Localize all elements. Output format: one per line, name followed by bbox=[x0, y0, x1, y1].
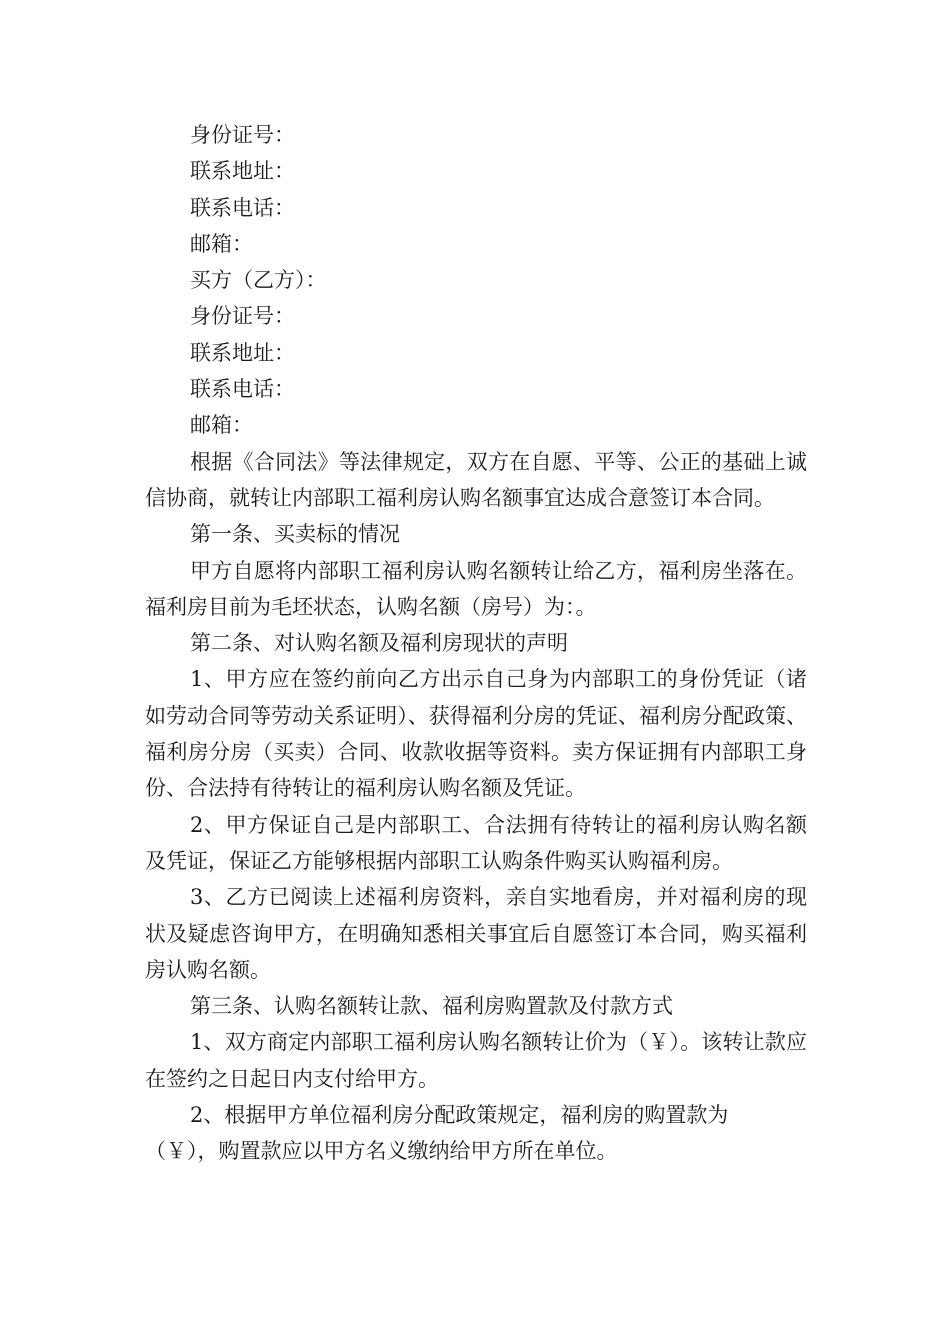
party-a-address-field: 联系地址： bbox=[190, 159, 295, 184]
intro-paragraph: 根据《合同法》等法律规定，双方在自愿、平等、公正的基础上诚信协商，就转让内部职工福利房认购名额事宜达成合意签订本合同。 bbox=[145, 449, 807, 510]
article-2-title: 第二条、对认购名额及福利房现状的声明 bbox=[190, 631, 568, 656]
article-3-item-2-continued: （￥），购置款应以甲方名义缴纳给甲方所在单位。 bbox=[145, 1139, 618, 1164]
article-2-item-3: 3、乙方已阅读上述福利房资料，亲自实地看房，并对福利房的现状及疑虑咨询甲方，在明确知悉相关事宜后自愿签订本合同，购买福利房认购名额。 bbox=[145, 885, 807, 982]
party-b-address-field: 联系地址： bbox=[190, 340, 295, 365]
party-a-phone-field: 联系电话： bbox=[190, 195, 295, 220]
article-2-item-1: 1、甲方应在签约前向乙方出示自己身为内部职工的身份凭证（诸如劳动合同等劳动关系证明）、获得福利分房的凭证、福利房分配政策、福利房分房（买卖）合同、收款收据等资料。卖方保证拥有内部职工身份、合法持有待转让的福利房认购名额及凭证。 bbox=[145, 667, 807, 801]
party-b-id-field: 身份证号： bbox=[190, 304, 295, 329]
article-3-item-1: 1、双方商定内部职工福利房认购名额转让价为（￥）。该转让款应在签约之日起日内支付给甲方。 bbox=[145, 1030, 807, 1091]
party-b-phone-field: 联系电话： bbox=[190, 377, 295, 402]
article-2-item-2: 2、甲方保证自己是内部职工、合法拥有待转让的福利房认购名额及凭证，保证乙方能够根据内部职工认购条件购买认购福利房。 bbox=[145, 812, 807, 873]
article-1-title: 第一条、买卖标的情况 bbox=[190, 522, 400, 547]
article-1-text: 甲方自愿将内部职工福利房认购名额转让给乙方，福利房坐落在。福利房目前为毛坯状态，认购名额（房号）为：。 bbox=[145, 558, 807, 619]
party-a-email-field: 邮箱： bbox=[190, 231, 253, 256]
party-b-email-field: 邮箱： bbox=[190, 413, 253, 438]
party-a-id-field: 身份证号： bbox=[190, 123, 295, 147]
article-3-title: 第三条、认购名额转让款、福利房购置款及付款方式 bbox=[190, 994, 673, 1019]
document-body bbox=[145, 117, 807, 1170]
article-3-item-2: 2、根据甲方单位福利房分配政策规定，福利房的购置款为 bbox=[190, 1103, 729, 1128]
party-b-label: 买方（乙方）： bbox=[190, 268, 327, 293]
